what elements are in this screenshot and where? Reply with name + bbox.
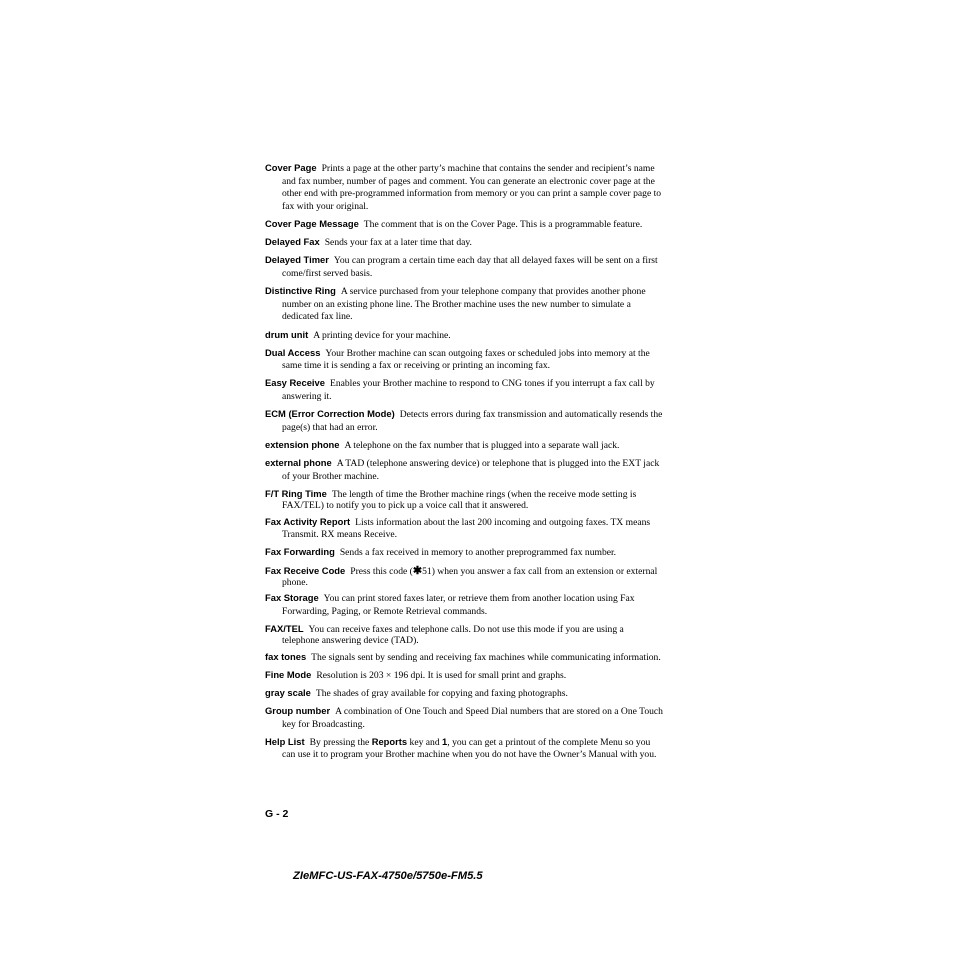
reports-key-label: Reports xyxy=(371,735,408,747)
entry-definition: A service purchased from your telephone company that provides another phone number on an existing phone line. The Brother machine uses the new number to simulate a dedicated fax line. xyxy=(282,286,646,323)
entry-definition: Resolution is 203 × 196 dpi. It is used for small print and graphs. xyxy=(316,669,567,681)
glossary-entry-fax-forwarding xyxy=(265,546,663,560)
glossary-entry-group-number xyxy=(265,705,663,731)
key-1-label: 1 xyxy=(442,735,448,747)
glossary-entry-fax-storage xyxy=(265,592,663,618)
entry-definition: Sends a fax received in memory to another preprogrammed fax number. xyxy=(339,547,617,559)
entry-term: Fax Receive Code xyxy=(265,564,346,576)
entry-term: Fax Storage xyxy=(265,592,319,604)
entry-definition-start: Press this code ( xyxy=(350,565,413,577)
entry-definition: The signals sent by sending and receiving fax machines while communicating information. xyxy=(311,651,661,663)
glossary-entry-extension-phone xyxy=(265,439,663,453)
entry-definition: You can print stored faxes later, or retrieve them from another location using Fax Forwarding, Paging, or Remote Retrieval commands. xyxy=(282,593,635,617)
glossary-entry-help-list xyxy=(265,736,663,762)
entry-term: Easy Receive xyxy=(265,377,325,389)
entry-term: Cover Page xyxy=(265,162,317,173)
entry-definition-end: 51) when you answer a fax call from an extension or external phone. xyxy=(282,565,658,588)
entry-definition: Lists information about the last 200 incoming and outgoing faxes. TX means Transmit. RX means Receive. xyxy=(282,516,651,541)
document-id-footer: ZIeMFC-US-FAX-4750e/5750e-FM5.5 xyxy=(293,870,483,882)
entry-term: fax tones xyxy=(265,650,307,662)
glossary-entry-fine-mode xyxy=(265,669,663,683)
entry-term: drum unit xyxy=(265,328,309,340)
entry-term: Fax Forwarding xyxy=(265,546,335,558)
entry-term: Fine Mode xyxy=(265,668,312,680)
entry-definition: A printing device for your machine. xyxy=(313,329,451,341)
entry-term: FAX/TEL xyxy=(265,622,304,634)
entry-term: ECM (Error Correction Mode) xyxy=(265,408,395,420)
glossary-entry-dual-access xyxy=(265,347,663,373)
entry-definition-middle: key and xyxy=(409,736,440,748)
entry-definition: Detects errors during fax transmission and automatically resends the page(s) that had an error. xyxy=(282,409,663,433)
page-number: G - 2 xyxy=(265,808,289,820)
glossary-entry-gray-scale xyxy=(265,687,663,701)
glossary-entry-delayed-fax xyxy=(265,236,663,250)
entry-definition: The length of time the Brother machine rings (when the receive mode setting is FAX/TEL) to notify you to pick up a voice call that it answered. xyxy=(282,489,637,511)
entry-term: gray scale xyxy=(265,686,311,698)
entry-term: Delayed Fax xyxy=(265,236,320,248)
entry-definition-start: By pressing the xyxy=(309,736,370,748)
glossary-list xyxy=(265,162,663,767)
entry-definition-end: , you can get a printout of the complete Menu so you can use it to program your Brother machine when you do not have the Owner’s Manual with you. xyxy=(282,736,657,761)
glossary-entry-easy-receive xyxy=(265,377,663,403)
glossary-entry-drum-unit xyxy=(265,329,663,343)
entry-term: F/T Ring Time xyxy=(265,488,327,499)
glossary-entry-cover-page-message xyxy=(265,218,663,232)
glossary-entry-delayed-timer xyxy=(265,254,663,280)
glossary-entry-ft-ring-time xyxy=(265,488,663,511)
entry-definition: Prints a page at the other party’s machine that contains the sender and recipient’s name and fax number, number of pages and comment. You can generate an electronic cover page at the other end with pre-programmed information from memory or you can print a sample cover page to fax with your original. xyxy=(282,163,662,212)
entry-definition: You can receive faxes and telephone calls. Do not use this mode if you are using a telephone answering device (TAD). xyxy=(282,623,624,646)
entry-definition: Sends your fax at a later time that day. xyxy=(324,237,472,249)
entry-definition: A combination of One Touch and Speed Dial numbers that are stored on a One Touch key for Broadcasting. xyxy=(282,706,663,730)
entry-term: Fax Activity Report xyxy=(265,515,351,527)
entry-definition: You can program a certain time each day that all delayed faxes will be sent on a first come/first served basis. xyxy=(282,255,658,279)
entry-term: Cover Page Message xyxy=(265,217,359,229)
entry-definition: The comment that is on the Cover Page. This is a programmable feature. xyxy=(363,218,643,230)
entry-term: Dual Access xyxy=(265,346,321,358)
star-key-icon: ✱ xyxy=(412,564,423,577)
glossary-entry-fax-tel xyxy=(265,623,663,646)
entry-definition: The shades of gray available for copying and faxing photographs. xyxy=(315,687,568,699)
entry-definition: Your Brother machine can scan outgoing faxes or scheduled jobs into memory at the same time it is sending a fax or receiving or printing an incoming fax. xyxy=(282,347,650,372)
entry-term: extension phone xyxy=(265,439,340,451)
entry-term: Help List xyxy=(265,735,305,747)
entry-definition: Enables your Brother machine to respond to CNG tones if you interrupt a fax call by answering it. xyxy=(282,378,655,403)
glossary-entry-fax-tones xyxy=(265,651,663,665)
entry-term: external phone xyxy=(265,457,332,469)
glossary-entry-cover-page xyxy=(265,162,663,213)
entry-term: Distinctive Ring xyxy=(265,285,336,297)
glossary-entry-external-phone xyxy=(265,457,663,483)
glossary-entry-fax-activity-report xyxy=(265,516,663,542)
entry-term: Delayed Timer xyxy=(265,254,329,266)
glossary-entry-fax-receive-code xyxy=(265,565,663,588)
glossary-entry-ecm xyxy=(265,408,663,434)
entry-term: Group number xyxy=(265,705,331,717)
glossary-entry-distinctive-ring xyxy=(265,285,663,324)
entry-definition: A TAD (telephone answering device) or telephone that is plugged into the EXT jack of your Brother machine. xyxy=(282,458,660,482)
entry-definition: A telephone on the fax number that is plugged into a separate wall jack. xyxy=(344,440,620,452)
